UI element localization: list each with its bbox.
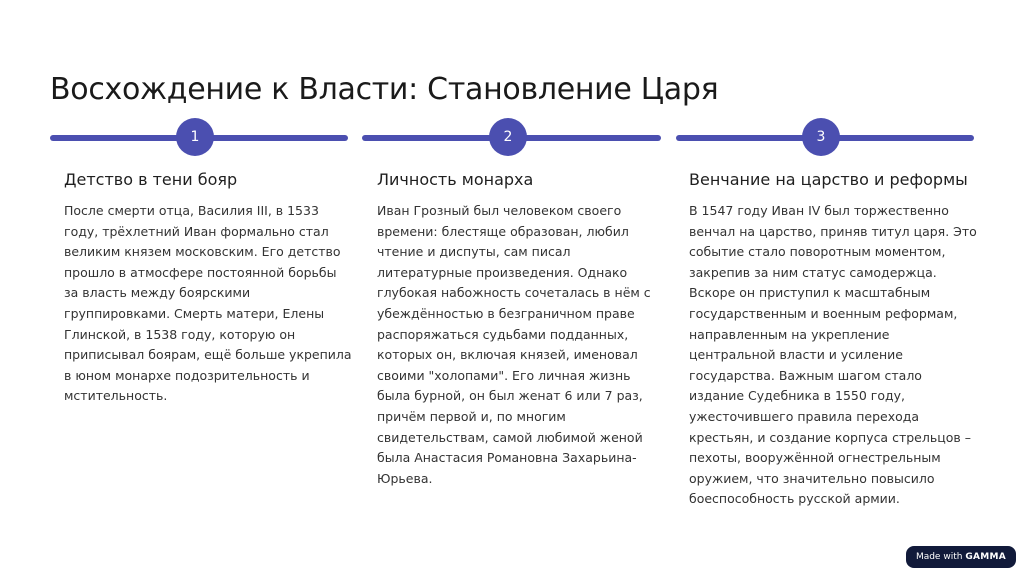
gamma-logo: GAMMA xyxy=(965,552,1007,562)
made-with-gamma-badge[interactable] xyxy=(906,546,1016,568)
timeline-marker-2: 2 xyxy=(489,118,527,156)
timeline-marker-3: 3 xyxy=(802,118,840,156)
timeline xyxy=(50,118,974,158)
step-column-2 xyxy=(377,170,667,489)
slide-title: Восхождение к Власти: Становление Царя xyxy=(50,72,719,108)
step-heading-1: Детство в тени бояр xyxy=(64,170,238,189)
timeline-marker-1: 1 xyxy=(176,118,214,156)
step-column-3 xyxy=(689,170,979,510)
step-body-3: В 1547 году Иван IV был торжественно венчал на царство, приняв титул царя. Это событие стало поворотным моментом, закрепив за ним статус самодержца. Вскоре он приступил к масштабным государственным и военным реформам, направленным на укрепление центральной власти и усиление государства. Важным шагом стало издание Судебника в 1550 году, ужесточившего правила перехода крестьян, и создание корпуса стрельцов – пехоты, вооружённой огнестрельным оружием, что значительно повысило боеспособность русской армии. xyxy=(689,203,977,507)
step-body-2: Иван Грозный был человеком своего времени: блестяще образован, любил чтение и диспуты, сам писал литературные произведения. Однако глубокая набожность сочеталась в нём с убеждённостью в безграничном праве распоряжаться судьбами подданных, которых он, включая князей, именовал своими "холопами". Его личная жизнь была бурной, он был женат 6 или 7 раз, причём первой и, по многим свидетельствам, самой любимой женой была Анастасия Романовна Захарьина-Юрьева. xyxy=(377,203,651,486)
step-heading-2: Личность монарха xyxy=(377,170,534,189)
badge-prefix: Made with xyxy=(915,552,963,562)
step-heading-3: Венчание на царство и реформы xyxy=(689,170,968,189)
step-column-1 xyxy=(64,170,354,407)
step-body-1: После смерти отца, Василия III, в 1533 году, трёхлетний Иван формально стал великим князем московским. Его детство прошло в атмосфере постоянной борьбы за власть между боярскими группировками. Смерть матери, Елены Глинской, в 1538 году, которую он приписывал боярам, ещё больше укрепила в юном монархе подозрительность и мстительность. xyxy=(64,203,352,404)
